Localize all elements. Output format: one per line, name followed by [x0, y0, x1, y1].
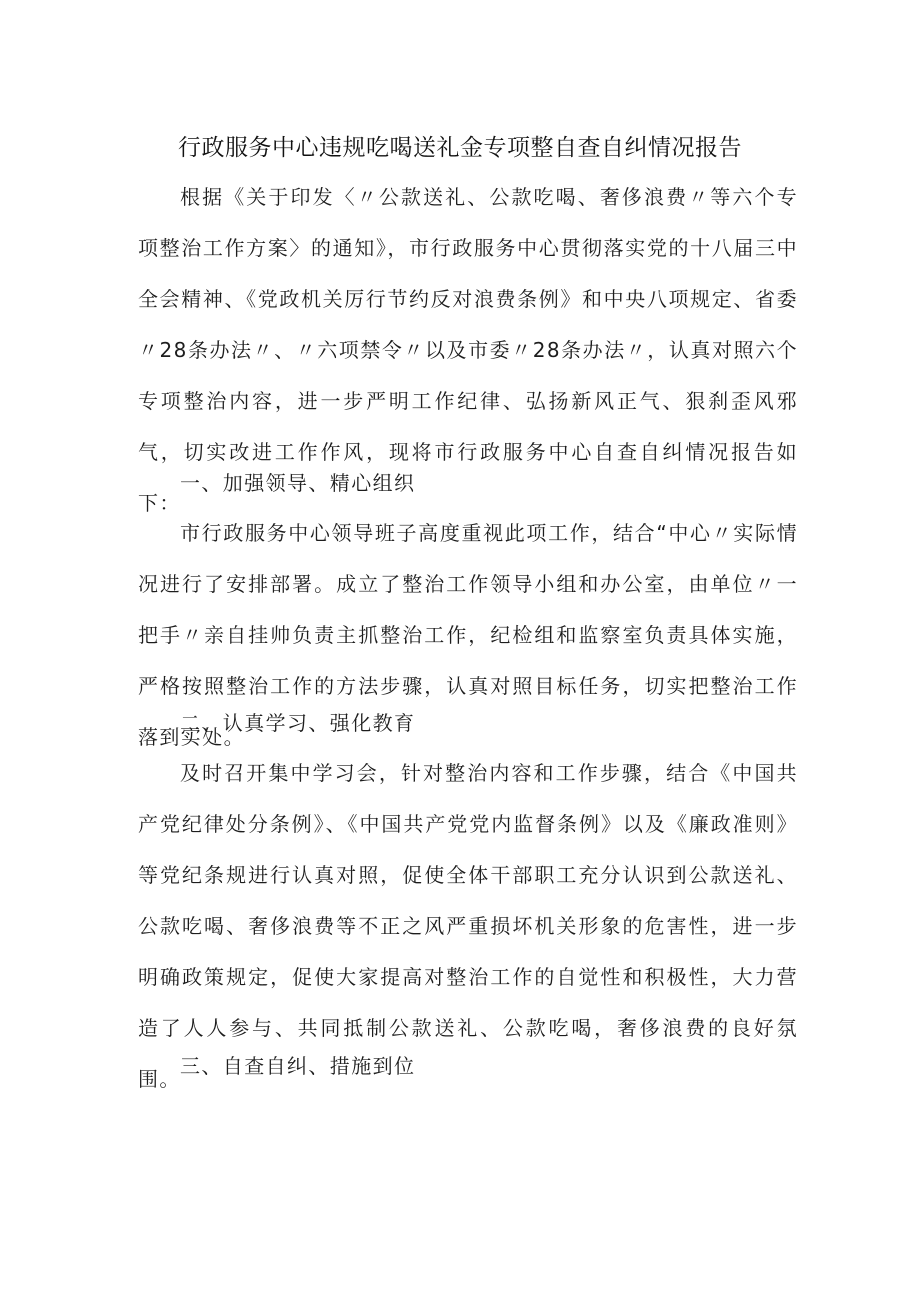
intro-paragraph: 根据《关于印发〈〃公款送礼、公款吃喝、奢侈浪费〃等六个专项整治工作方案〉的通知》，市行政服务中心贯彻落实党的十八届三中全会精神、《党政机关厉行节约反对浪费条例》和中央八项规定、省委〃28条办法〃、〃六项禁令〃以及市委〃28条办法〃，认真对照六个专项整治内容，进一步严明工作纪律、弘扬新风正气、狠刹歪风邪气，切实改进工作作风，现将市行政服务中心自查自纠情况报告如下：	[138, 185, 798, 515]
document-title: 行政服务中心违规吃喝送礼金专项整自查自纠情况报告	[178, 135, 742, 161]
section-2-heading: 二、认真学习、强化教育	[180, 711, 416, 735]
section-1-body: 市行政服务中心领导班子高度重视此项工作，结合“中心〃实际情况进行了安排部署。成立了整治工作领导小组和办公室，由单位〃一把手〃亲自挂帅负责主抓整治工作，纪检组和监察室负责具体实施，严格按照整治工作的方法步骤，认真对照目标任务，切实把整治工作落到实处。	[138, 521, 798, 749]
section-2-body: 及时召开集中学习会，针对整治内容和工作步骤，结合《中国共产党纪律处分条例》、《中国共产党党内监督条例》以及《廉政准则》等党纪条规进行认真对照，促使全体干部职工充分认识到公款送礼、公款吃喝、奢侈浪费等不正之风严重损坏机关形象的危害性，进一步明确政策规定，促使大家提高对整治工作的自觉性和积极性，大力营造了人人参与、共同抵制公款送礼、公款吃喝，奢侈浪费的良好氛围。	[138, 761, 798, 1091]
section-1-heading: 一、加强领导、精心组织	[180, 471, 416, 495]
section-3-heading: 三、自查自纠、措施到位	[180, 1054, 416, 1078]
